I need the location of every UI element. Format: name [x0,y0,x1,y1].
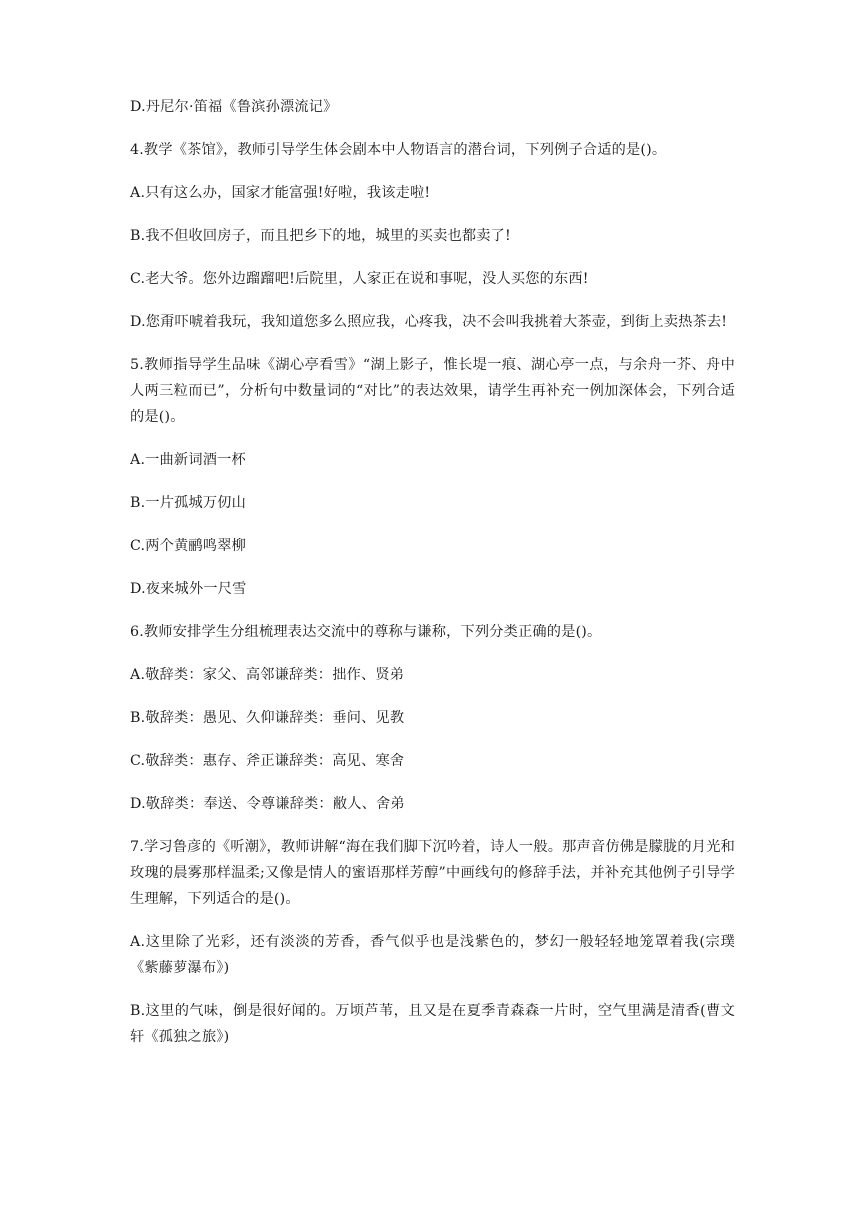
option-line: D.敬辞类：奉送、令尊谦辞类：敝人、舍弟 [130,796,405,812]
option-line: D.您甭吓唬着我玩，我知道您多么照应我，心疼我，决不会叫我挑着大茶壶，到街上卖热茶去! [130,314,728,330]
option-line: B.一片孤城万仞山 [130,495,247,511]
document-page [130,94,735,1067]
question-stem: 7.学习鲁彦的《听潮》，教师讲解“海在我们脚下沉吟着，诗人一般。那声音仿佛是朦胧的月光和玫瑰的晨雾那样温柔;又像是情人的蜜语那样芳醇”中画线句的修辞手法，并补充其他例子引导学生理解，下列适合的是()。 [130,839,735,907]
option-line: D.夜来城外一尺雪 [130,581,247,597]
option-line: B.我不但收回房子，而且把乡下的地，城里的买卖也都卖了! [130,228,511,244]
option-line: C.老大爷。您外边蹓蹓吧!后院里，人家正在说和事呢，没人买您的东西! [130,271,589,287]
option-line: D.丹尼尔·笛福《鲁滨孙漂流记》 [130,99,338,115]
option-line: A.一曲新词酒一杯 [130,452,246,468]
option-line: A.只有这么办，国家才能富强!好啦，我该走啦! [130,185,431,201]
option-line: B.这里的气味，倒是很好闻的。万顷芦苇，且又是在夏季青森森一片时，空气里满是清香(曹文轩《孤独之旅》) [130,1003,735,1045]
question-stem: 6.教师安排学生分组梳理表达交流中的尊称与谦称，下列分类正确的是()。 [130,624,602,640]
option-line: C.两个黄鹂鸣翠柳 [130,538,246,554]
question-stem: 5.教师指导学生品味《湖心亭看雪》“湖上影子，惟长堤一痕、湖心亭一点，与余舟一芥、舟中人两三粒而已”，分析句中数量词的“对比”的表达效果，请学生再补充一例加深体会，下列合适的是()。 [130,357,735,425]
question-stem: 4.教学《茶馆》，教师引导学生体会剧本中人物语言的潜台词，下列例子合适的是()。 [130,142,667,158]
option-line: A.这里除了光彩，还有淡淡的芳香，香气似乎也是浅紫色的，梦幻一般轻轻地笼罩着我(宗璞《紫藤萝瀑布》) [130,934,735,976]
option-line: C.敬辞类：惠存、斧正谦辞类：高见、寒舍 [130,753,405,769]
option-line: B.敬辞类：愚见、久仰谦辞类：垂问、见教 [130,710,405,726]
option-line: A.敬辞类：家父、高邻谦辞类：拙作、贤弟 [130,667,405,683]
